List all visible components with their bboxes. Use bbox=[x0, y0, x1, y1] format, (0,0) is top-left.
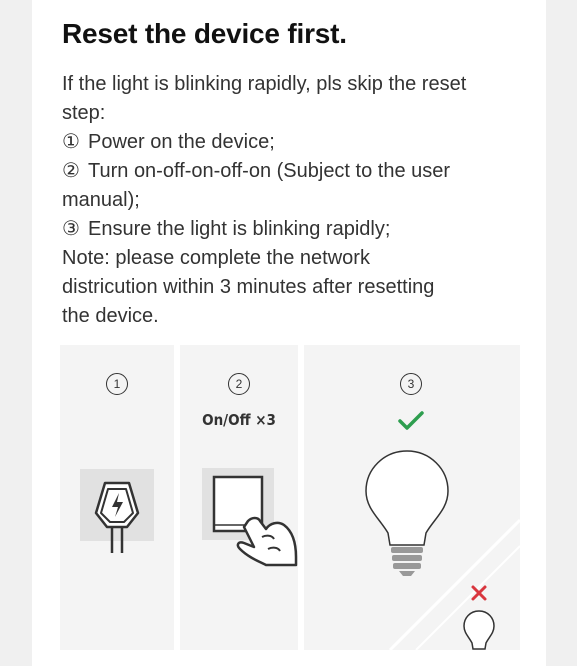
step-2-continued: manual); bbox=[62, 189, 140, 211]
reset-illustration bbox=[60, 345, 520, 650]
panel-toggle-switch bbox=[180, 345, 298, 650]
step-2-number: ② bbox=[62, 160, 80, 182]
bulb-icon bbox=[364, 449, 450, 577]
intro-line-1: If the light is blinking rapidly, pls skip the reset bbox=[62, 73, 467, 95]
step-3-text: Ensure the light is blinking rapidly; bbox=[88, 218, 391, 240]
panel-3-number: 3 bbox=[400, 373, 422, 395]
switch-hand-icon bbox=[200, 465, 300, 575]
step-3-number: ③ bbox=[62, 218, 80, 240]
note-line-3: the device. bbox=[62, 305, 159, 327]
plug-icon bbox=[78, 465, 158, 565]
step-1-number: ① bbox=[62, 131, 80, 153]
panel-2-number: 2 bbox=[228, 373, 250, 395]
instruction-card bbox=[32, 0, 546, 666]
instructions-text bbox=[62, 70, 532, 331]
page-title: Reset the device first. bbox=[62, 18, 347, 49]
toggle-count-label: On/Off ×3 bbox=[202, 411, 276, 429]
panel-1-number: 1 bbox=[106, 373, 128, 395]
note-line-2: districution within 3 minutes after resetting bbox=[62, 276, 435, 298]
step-1-text: Power on the device; bbox=[88, 131, 275, 153]
step-2-text: Turn on-off-on-off-on (Subject to the user bbox=[88, 160, 451, 182]
step-2 bbox=[62, 157, 532, 186]
step-1 bbox=[62, 128, 532, 157]
panel-power-on bbox=[60, 345, 174, 650]
small-bulb-icon bbox=[462, 609, 496, 651]
step-3 bbox=[62, 215, 532, 244]
cross-icon bbox=[471, 585, 487, 601]
panel-blinking-light bbox=[304, 345, 520, 650]
intro-line-2: step: bbox=[62, 102, 106, 124]
note-line-1: Note: please complete the network bbox=[62, 247, 370, 269]
